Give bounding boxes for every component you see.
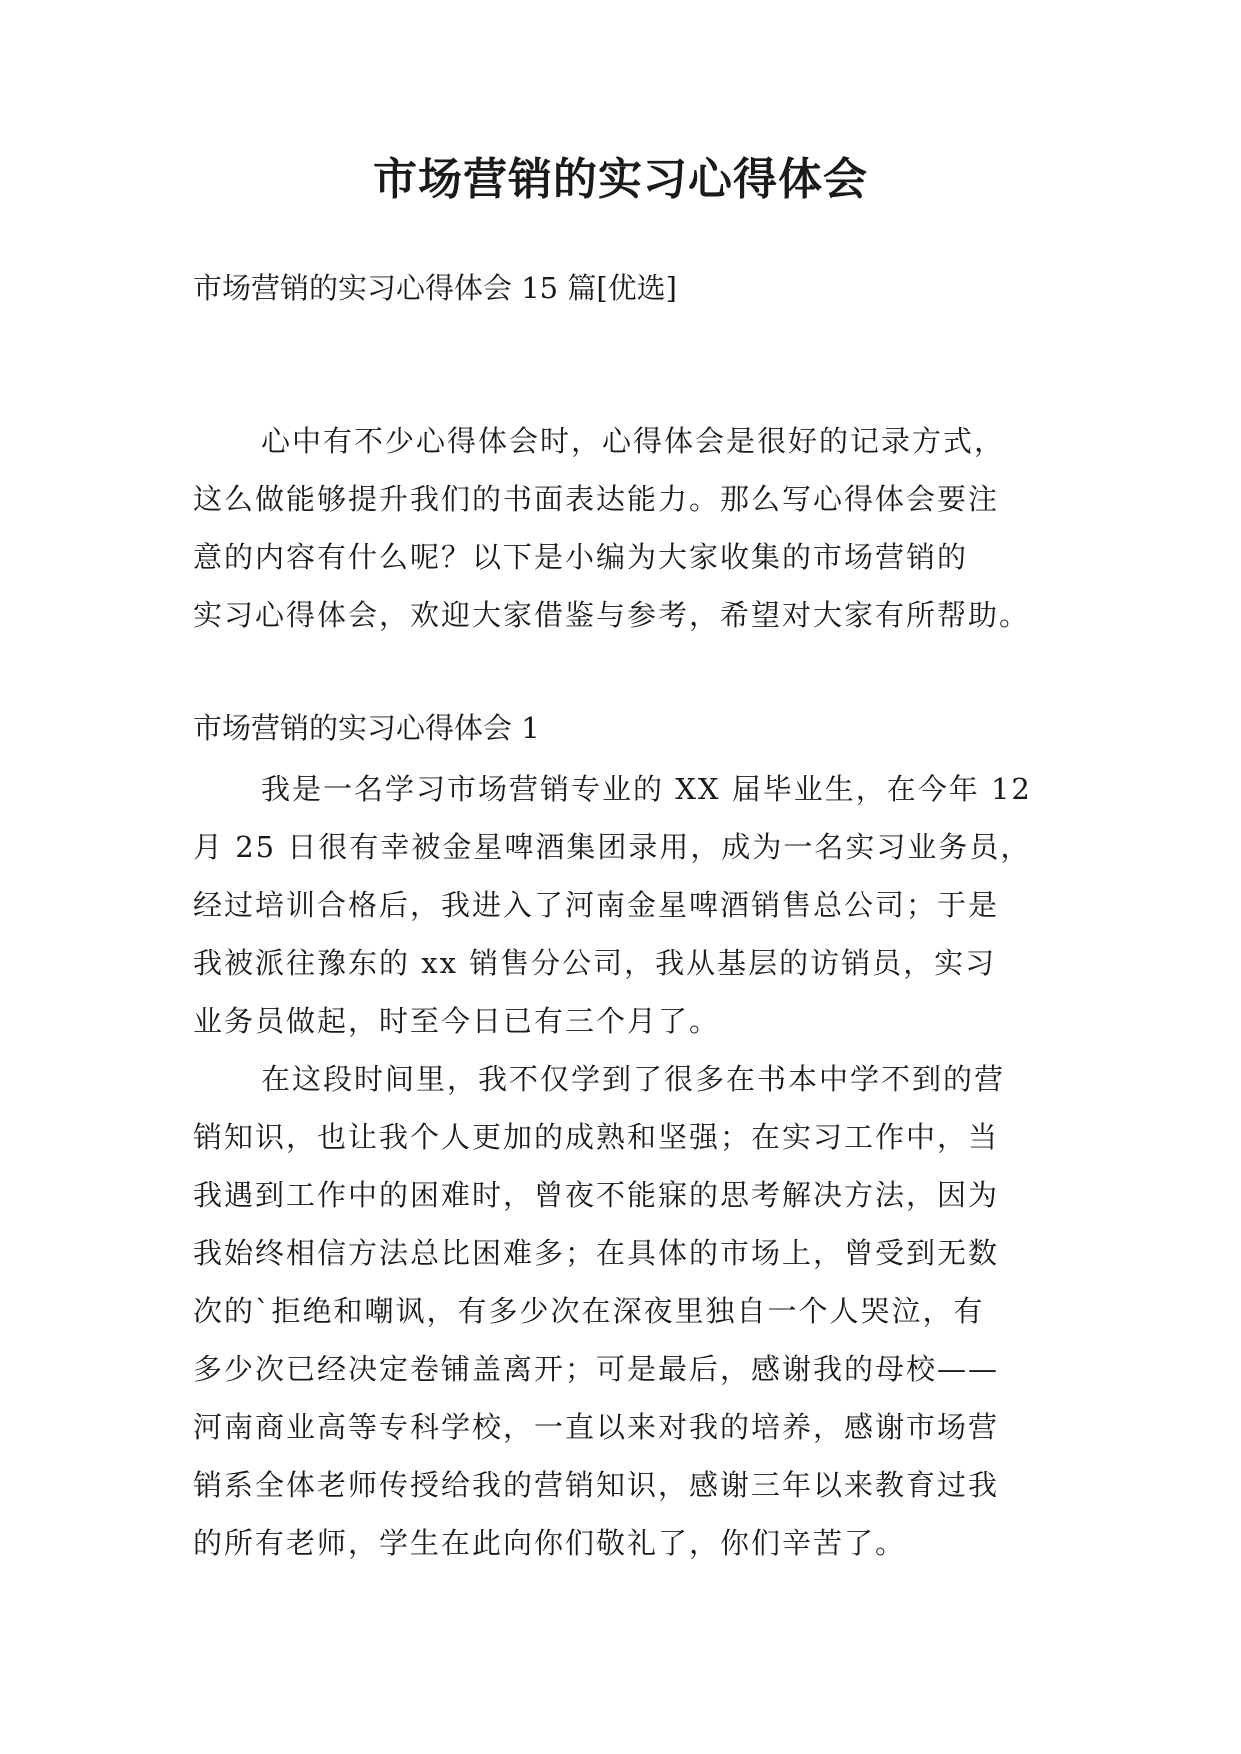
body-line: 我是一名学习市场营销专业的 XX 届毕业生，在今年 12 [261,772,1032,806]
body-line: 多少次已经决定卷铺盖离开；可是最后，感谢我的母校—— [193,1352,1000,1386]
body-line: 的所有老师，学生在此向你们敬礼了，你们辛苦了。 [193,1526,907,1560]
intro-paragraph [193,412,1063,644]
body-line: 河南商业高等专科学校，一直以来对我的培养，感谢市场营 [193,1410,1000,1444]
intro-line: 这么做能够提升我们的书面表达能力。那么写心得体会要注 [193,482,1000,516]
body-line: 我遇到工作中的困难时，曾夜不能寐的思考解决方法，因为 [193,1178,1000,1212]
section-heading: 市场营销的实习心得体会 1 [193,711,540,745]
body-line: 我始终相信方法总比困难多；在具体的市场上，曾受到无数 [193,1236,1000,1270]
document-title: 市场营销的实习心得体会 [373,154,868,205]
body-line: 在这段时间里，我不仅学到了很多在书本中学不到的营 [261,1062,1006,1096]
body-line: 经过培训合格后，我进入了河南金星啤酒销售总公司；于是 [193,888,1000,922]
body-line: 业务员做起，时至今日已有三个月了。 [193,1004,721,1038]
body-line: 销系全体老师传授给我的营销知识，感谢三年以来教育过我 [193,1468,1000,1502]
intro-line: 意的内容有什么呢？以下是小编为大家收集的市场营销的 [193,540,969,574]
document-subtitle: 市场营销的实习心得体会 15 篇[优选] [193,271,677,305]
body-line: 月 25 日很有幸被金星啤酒集团录用，成为一名实习业务员， [193,830,1032,864]
intro-line: 心中有不少心得体会时，心得体会是很好的记录方式， [261,424,1006,458]
body-line: 次的`拒绝和嘲讽，有多少次在深夜里独自一个人哭泣，有 [193,1294,985,1328]
body-line: 我被派往豫东的 xx 销售分公司，我从基层的访销员，实习 [193,946,997,980]
body-line: 销知识，也让我个人更加的成熟和坚强；在实习工作中，当 [193,1120,1000,1154]
section-body [193,760,1063,1572]
intro-line: 实习心得体会，欢迎大家借鉴与参考，希望对大家有所帮助。 [193,598,1031,632]
